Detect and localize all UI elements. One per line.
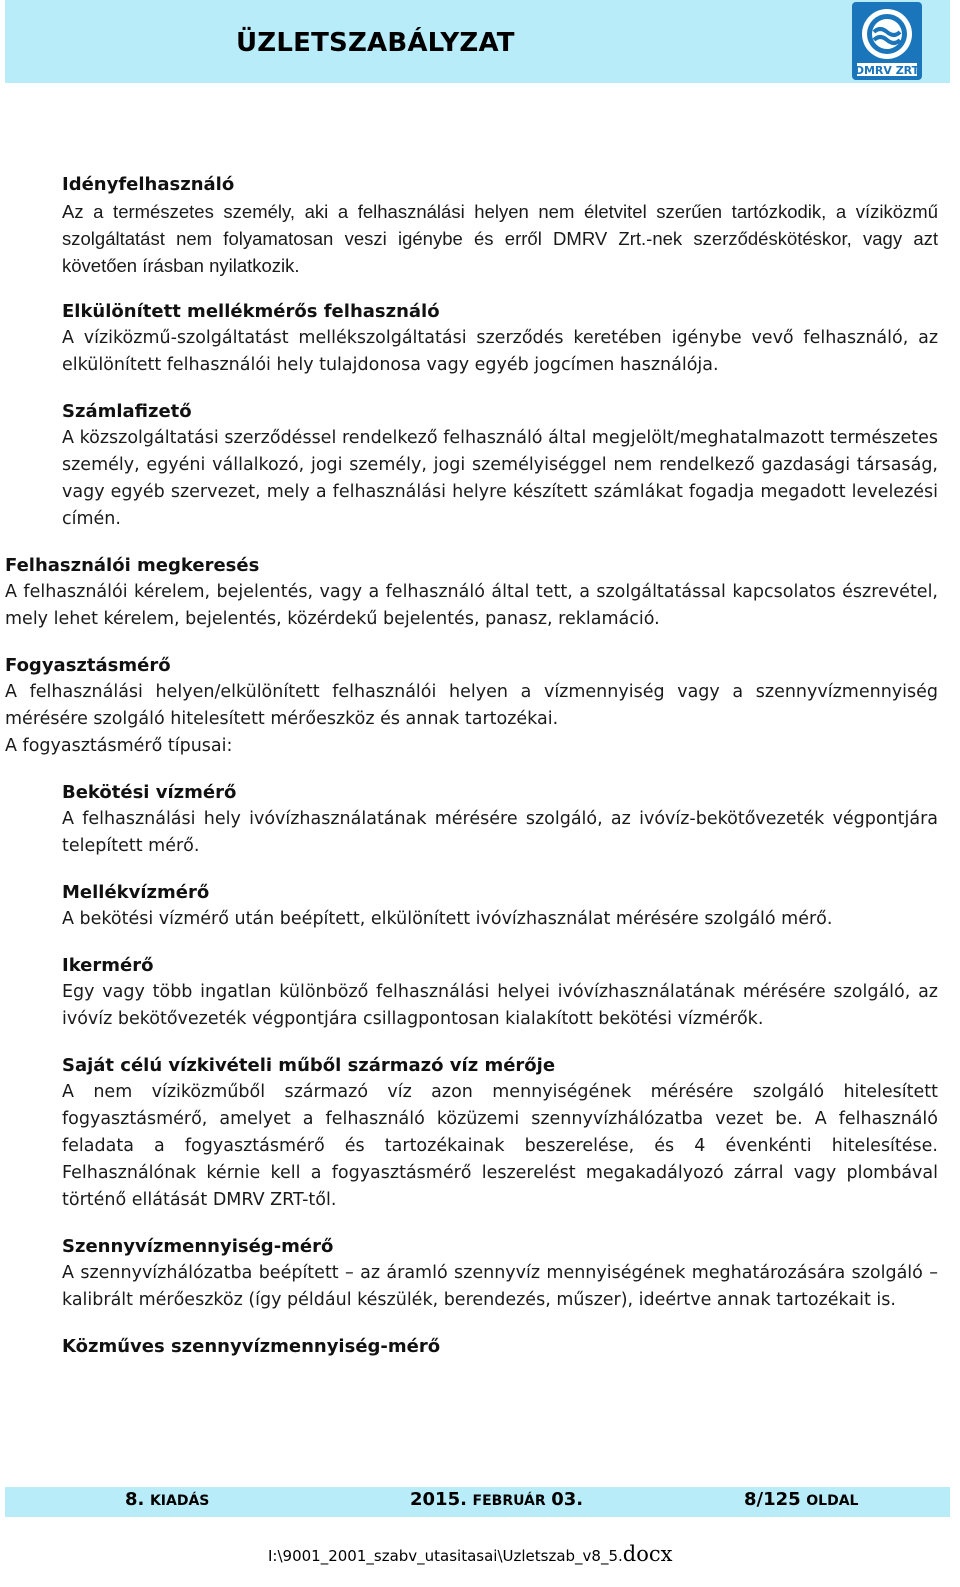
entry-szamlafizeto (0, 398, 960, 533)
entry-megkereses (0, 552, 960, 633)
file-path (268, 1542, 673, 1566)
entry-fogyasztasmero (0, 652, 960, 760)
term-heading: Közműves szennyvízmennyiség-mérő (62, 1336, 441, 1357)
definition-text: A felhasználási hely ivóvízhasználatának mérésére szolgáló, az ivóvíz-bekötővezeték végpontjára telepített mérő. (62, 809, 938, 856)
footer-page (744, 1489, 858, 1510)
file-extension: docx (622, 1542, 673, 1566)
definition-text: A nem víziközműből származó víz azon mennyiségének mérésére szolgáló hitelesített fogyasztásmérő, amelyet a felhasználó közüzemi szennyvízhálózatba vezet be. A felhasználó feladata a fogyasztásmérő és tartozékainak beszerelése, és 4 évenkénti hitelesítése. Felhasználónak kérnie kell a fogyasztásmérő leszerelést megakadályozó zárral vagy plombával történő ellátását DMRV ZRT-től. (62, 1082, 938, 1210)
term-heading: Ikermérő (62, 955, 154, 976)
entry-sajat-celu (0, 1052, 960, 1214)
entry-szennyvizmero (0, 1233, 960, 1314)
term-heading: Bekötési vízmérő (62, 782, 237, 803)
definition-text: A felhasználási helyen/elkülönített felhasználói helyen a vízmennyiség vagy a szennyvízmennyiség mérésére szolgáló hitelesített mérőeszköz és annak tartozékai. (5, 682, 938, 729)
date-year: 2015. (410, 1489, 467, 1510)
entry-ikermero (0, 952, 960, 1033)
footer-date (410, 1489, 583, 1510)
edition-label: KIADÁS (149, 1493, 210, 1509)
page-label: OLDAL (806, 1493, 859, 1509)
term-heading: Elkülönített mellékmérős felhasználó (62, 301, 440, 322)
definition-text: Az a természetes személy, aki a felhasználási helyen nem életvitel szerűen tartózkodik, a víziközmű szolgáltatást nem folyamatosan veszi igénybe és erről DMRV Zrt.-nek szerződéskötéskor, vagy azt követően írásban nyilatkozik. (62, 201, 938, 276)
definition-text: A bekötési vízmérő után beépített, elkülönített ivóvízhasználat mérésére szolgáló mérő. (62, 909, 833, 929)
definition-text: A víziközmű-szolgáltatást mellékszolgáltatási szerződés keretében igénybe vevő felhasználó, az elkülönített felhasználói hely tulajdonosa vagy egyéb jogcímen használója. (62, 328, 938, 375)
page-number: 8/125 (744, 1489, 801, 1510)
definition-text: A közszolgáltatási szerződéssel rendelkező felhasználó által megjelölt/meghatalmazott természetes személy, egyéni vállalkozó, jogi személy, jogi személyiséggel nem rendelkező gazdasági társaság, vagy egyéb szervezet, mely a felhasználási helyre készített számlákat fogadja megadott levelezési címén. (62, 428, 938, 529)
term-heading: Számlafizető (62, 401, 192, 422)
term-heading: Saját célú vízkivételi műből származó víz mérője (62, 1055, 556, 1076)
entry-elkulonitett (0, 298, 960, 379)
term-heading: Felhasználói megkeresés (5, 555, 260, 576)
date-month: FEBRUÁR (472, 1493, 546, 1509)
document-body (0, 171, 960, 1379)
file-path-base: I:\9001_2001_szabv_utasitasai\Uzletszab_v8_5. (268, 1547, 623, 1565)
dmrv-logo-icon (852, 2, 922, 80)
definition-text-types: A fogyasztásmérő típusai: (5, 736, 233, 756)
definition-text: A felhasználói kérelem, bejelentés, vagy a felhasználó által tett, a szolgáltatással kapcsolatos észrevétel, mely lehet kérelem, bejelentés, közérdekű bejelentés, panasz, reklamáció. (5, 582, 938, 629)
entry-idenyfelhasznalo (0, 171, 960, 279)
logo-text: DMRV ZRT (854, 64, 920, 77)
document-title: ÜZLETSZABÁLYZAT (236, 28, 515, 58)
entry-mellekvizmero (0, 879, 960, 933)
term-heading: Szennyvízmennyiség-mérő (62, 1236, 334, 1257)
term-heading: Idényfelhasználó (62, 174, 235, 195)
entry-bekotesi (0, 779, 960, 860)
edition-number: 8. (125, 1489, 145, 1510)
footer-edition (125, 1489, 209, 1510)
definition-text: A szennyvízhálózatba beépített – az áramló szennyvíz mennyiségének meghatározására szolgáló – kalibrált mérőeszköz (így például készülék, berendezés, műszer), ideértve annak tartozékait is. (62, 1263, 938, 1310)
entry-kozmuves (0, 1333, 960, 1360)
dmrv-logo (852, 2, 922, 80)
definition-text: Egy vagy több ingatlan különböző felhasználási helyei ivóvízhasználatának mérésére szolgáló, az ivóvíz bekötővezeték végpontjára csillagpontosan kialakított bekötési vízmérők. (62, 982, 938, 1029)
term-heading: Fogyasztásmérő (5, 655, 171, 676)
date-day: 03. (551, 1489, 584, 1510)
term-heading: Mellékvízmérő (62, 882, 210, 903)
